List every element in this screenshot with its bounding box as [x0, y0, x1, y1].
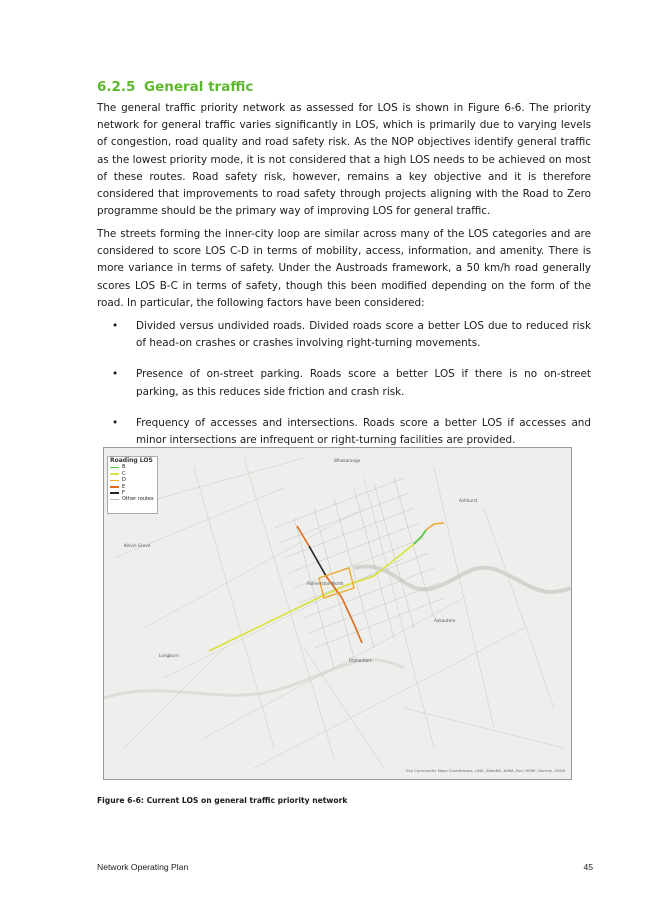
map-label: Fitzherbert — [349, 658, 372, 663]
section-number: 6.2.5 — [97, 79, 136, 95]
list-item: • Frequency of accesses and intersections. Roads score a better LOS if accesses and minor intersections are infrequent or right-turning facilities are provided. — [112, 416, 591, 447]
swatch-icon — [110, 486, 119, 488]
paragraph-2: The streets forming the inner-city loop are similar across many of the LOS categories and are considered to score LOS C-D in terms of mobility, access, information, and amenity. There is more variance in terms of safety. Under the Austroads framework, a 50 km/h road generally scores LOS B-C in terms of safety, though this been modified depending on the form of the road. In particular, the following factors have been considered: — [97, 228, 591, 309]
map-label: Aokautere — [434, 618, 456, 623]
map-label: Ashhurst — [459, 498, 478, 503]
section-heading — [97, 79, 253, 95]
legend-item: E — [110, 484, 155, 490]
bullet-icon: • — [112, 368, 119, 381]
factor-list — [112, 318, 591, 463]
map-label: Palmerston North — [307, 581, 344, 586]
section-title: General traffic — [144, 79, 254, 95]
list-item: • Divided versus undivided roads. Divided roads score a better LOS due to reduced risk of head-on crashes or crashes involving right-turning movements. — [112, 320, 591, 350]
swatch-icon — [110, 473, 119, 475]
bullet-icon: • — [112, 416, 119, 429]
legend-item: B — [110, 464, 155, 470]
swatch-icon — [110, 499, 119, 501]
page-number: 45 — [583, 862, 593, 872]
bullet-icon: • — [112, 320, 119, 332]
figure-caption: Figure 6-6: Current LOS on general traffic priority network — [97, 796, 348, 805]
map-label: Longburn — [159, 653, 179, 658]
map-canvas — [104, 448, 571, 779]
list-item: • Presence of on-street parking. Roads score a better LOS if there is no on-street parking, as this reduces side friction and crash risk. — [112, 368, 591, 398]
map-attribution: Esri Community Maps Contributors, LINZ, StatsNZ, NIWA, Esri, HERE, Garmin, USGS — [406, 768, 565, 773]
swatch-icon — [110, 467, 119, 469]
swatch-icon — [110, 480, 119, 482]
legend-title: Roading LOS — [110, 457, 153, 464]
footer-document-title: Network Operating Plan — [97, 862, 189, 872]
map-label: Whakarongo — [334, 458, 361, 463]
swatch-icon — [110, 492, 119, 494]
map-legend — [107, 456, 158, 514]
map-label: Kelvin Grove — [124, 543, 151, 548]
los-map — [103, 447, 572, 780]
paragraph-1: The general traffic priority network as assessed for LOS is shown in Figure 6-6. The priority network for general traffic varies significantly in LOS, which is primarily due to varying levels of congestion, road quality and road safety risk. As the NOP objectives identify general traffic as the lowest priority mode, it is not considered that a high LOS needs to be achieved on most of these routes. Road safety risk, however, remains a key objective and it is therefore considered that improvements to road safety through projects aligning with the Road to Zero programme should be the primary way of improving LOS for general traffic. — [97, 102, 591, 218]
legend-item: Other routes — [110, 496, 155, 502]
legend-item: D — [110, 477, 155, 483]
legend-item: F — [110, 490, 155, 496]
legend-item: C — [110, 471, 155, 477]
